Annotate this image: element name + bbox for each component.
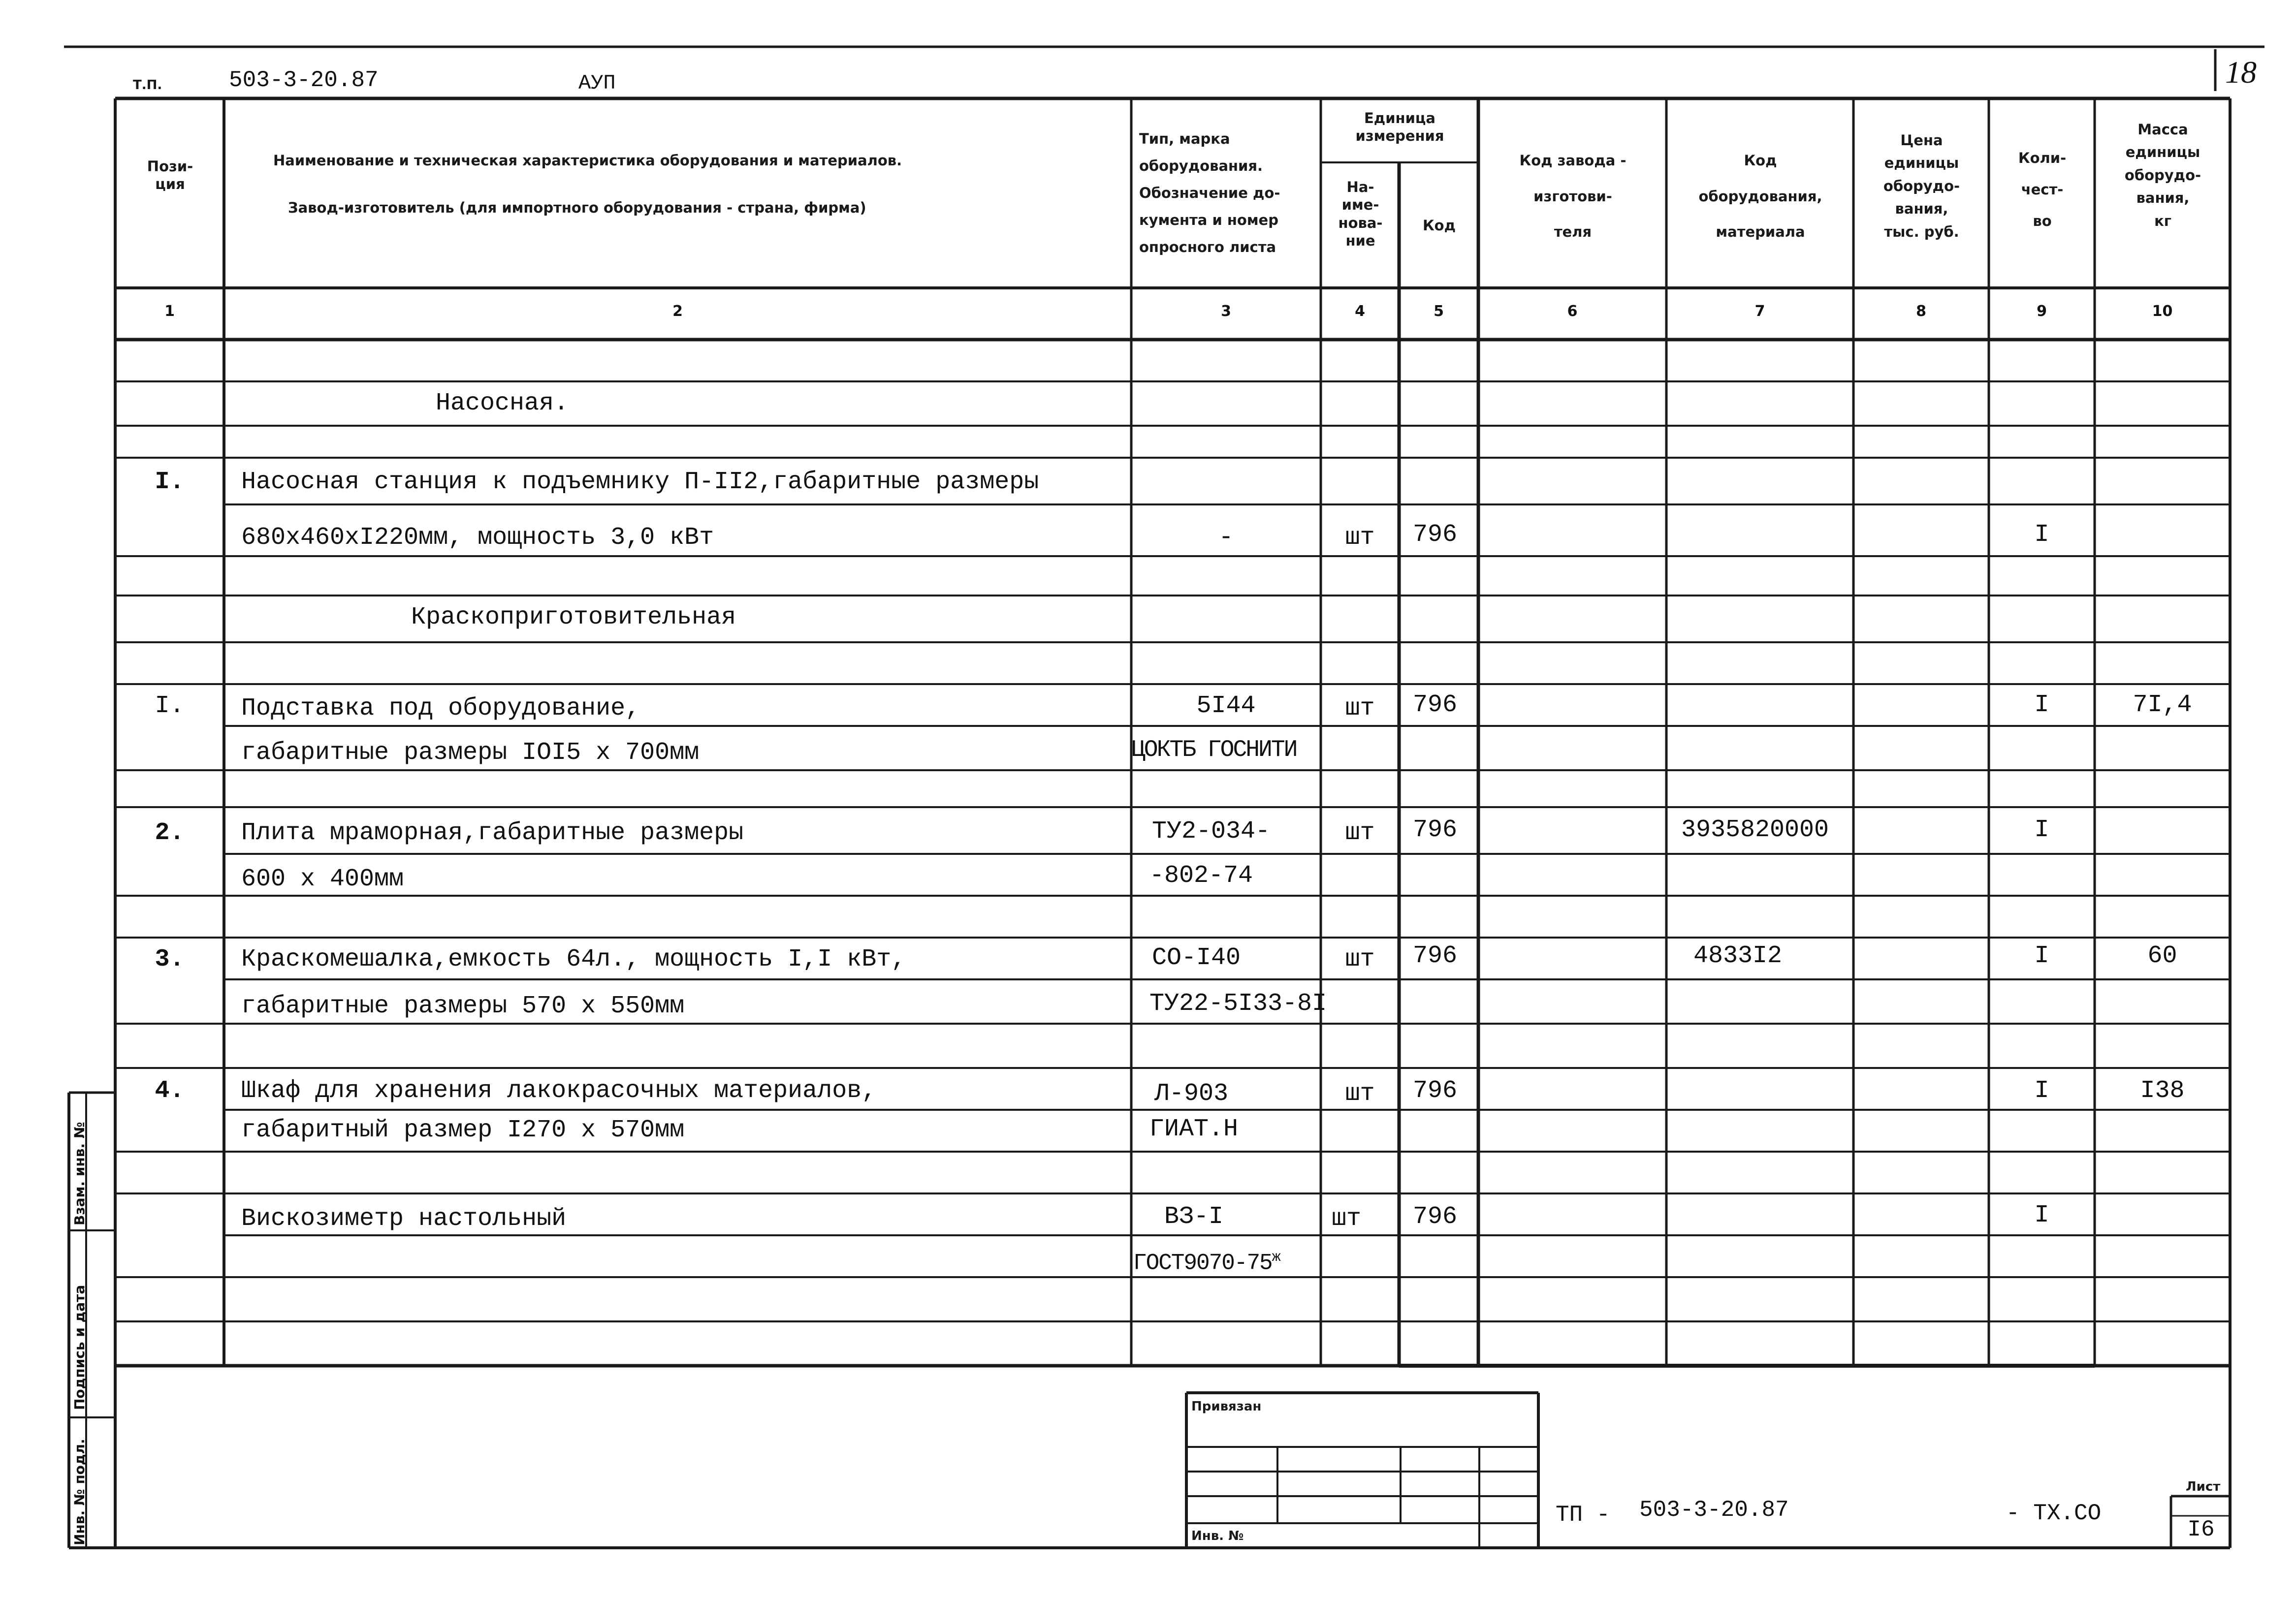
sheet-number: I6 — [2187, 1517, 2215, 1542]
header-unit-name: На- име- нова- ние — [1338, 179, 1383, 249]
bound-label: Привязан — [1191, 1399, 1262, 1414]
header-type: Тип, марка оборудования. Обозначение до- кумента и номер опросного листа — [1139, 130, 1280, 256]
row-unit-code: 796 — [1413, 1077, 1458, 1105]
row-name: габаритные размеры 570 х 550мм — [241, 992, 685, 1020]
row-unit: шт — [1345, 694, 1375, 722]
header-factory-code: Код завода - изготови- теля — [1519, 152, 1626, 240]
header-name-line2: Завод-изготовитель (для импортного оборудования - страна, фирма) — [288, 199, 866, 216]
row-unit-code: 796 — [1413, 816, 1458, 844]
row-type-text: ГОСТ9070-75 — [1133, 1250, 1272, 1276]
stamp-number: 503-3-20.87 — [1639, 1497, 1789, 1523]
header-quantity: Коли- чест- во — [2018, 150, 2067, 229]
col-number: 5 — [1434, 303, 1444, 320]
header-name-line1: Наименование и техническая характеристика оборудования и материалов. — [273, 152, 902, 169]
row-quantity: I — [2034, 691, 2049, 719]
row-type: Л-903 — [1154, 1080, 1229, 1108]
row-position: I. — [155, 692, 185, 720]
side-signature-date: Подпись и дата — [71, 1285, 88, 1410]
col-number: 6 — [1567, 303, 1578, 320]
row-type: -802-74 — [1149, 862, 1253, 890]
top-left-mark: Т.П. — [133, 78, 162, 93]
row-unit: шт — [1332, 1205, 1362, 1233]
row-type: ТУ22-5I33-8I — [1149, 990, 1327, 1018]
row-position: 2. — [155, 819, 185, 847]
row-type: ГИАТ.Н — [1149, 1115, 1239, 1143]
sheet-label: Лист — [2186, 1479, 2221, 1494]
row-name: 600 х 400мм — [241, 865, 404, 893]
row-equipment-code: 4833I2 — [1693, 942, 1783, 970]
header-equipment-code: Код оборудования, материала — [1698, 152, 1822, 240]
row-quantity: I — [2034, 816, 2049, 844]
side-replaced-inventory: Взам. инв. № — [71, 1122, 88, 1225]
section-heading: Краскоприготовительная — [411, 603, 736, 631]
row-type — [1133, 1250, 1280, 1274]
row-name: габаритный размер I270 х 570мм — [241, 1116, 685, 1144]
col-number: 4 — [1355, 303, 1365, 320]
row-type: ВЗ-I — [1164, 1203, 1224, 1231]
col-number: 3 — [1221, 303, 1231, 320]
row-mass: 60 — [2147, 942, 2177, 970]
row-type: - — [1218, 524, 1234, 552]
sheet-corner-number: 18 — [2225, 55, 2257, 90]
row-name: Вискозиметр настольный — [241, 1205, 567, 1233]
row-equipment-code: 3935820000 — [1681, 816, 1829, 844]
row-quantity: I — [2034, 521, 2049, 549]
row-type: ЦОКТБ ГОСНИТИ — [1131, 737, 1297, 763]
header-position: Пози- ция — [147, 158, 193, 193]
row-type: 5I44 — [1196, 692, 1256, 720]
header-price: Цена единицы оборудо- вания, тыс. руб. — [1883, 132, 1960, 240]
row-type-superscript: ж — [1272, 1249, 1280, 1266]
section-code: АУП — [578, 71, 616, 95]
row-name: Подставка под оборудование, — [241, 694, 640, 722]
col-number: 9 — [2037, 303, 2047, 320]
inventory-label: Инв. № — [1191, 1529, 1244, 1543]
row-quantity: I — [2034, 942, 2049, 970]
row-unit: шт — [1345, 524, 1375, 552]
row-unit-code: 796 — [1413, 521, 1458, 549]
row-name: 680х460хI220мм, мощность 3,0 кВт — [241, 524, 714, 552]
header-mass: Масса единицы оборудо- вания, кг — [2124, 121, 2201, 229]
row-quantity: I — [2034, 1077, 2049, 1105]
row-quantity: I — [2034, 1201, 2049, 1229]
row-unit-code: 796 — [1413, 1203, 1458, 1231]
row-type: СО-I40 — [1152, 944, 1241, 972]
row-unit-code: 796 — [1413, 691, 1458, 719]
col-number: 1 — [164, 303, 175, 320]
row-name: Насосная станция к подъемнику П-II2,габаритные размеры — [241, 468, 1039, 496]
col-number: 8 — [1916, 303, 1926, 320]
row-name: Плита мраморная,габаритные размеры — [241, 819, 744, 847]
header-unit-group: Единица измерения — [1355, 110, 1444, 145]
row-type: ТУ2-034- — [1152, 817, 1271, 846]
row-position: 4. — [155, 1077, 185, 1105]
document-designation: 503-3-20.87 — [229, 67, 379, 93]
col-number: 10 — [2152, 303, 2173, 320]
section-heading: Насосная. — [436, 389, 569, 417]
row-unit-code: 796 — [1413, 942, 1458, 970]
row-unit: шт — [1345, 945, 1375, 973]
row-name: Шкаф для хранения лакокрасочных материалов, — [241, 1077, 877, 1105]
row-unit: шт — [1345, 1080, 1375, 1108]
stamp-prefix: ТП - — [1556, 1502, 1610, 1528]
row-unit: шт — [1345, 819, 1375, 847]
row-mass: I38 — [2140, 1077, 2185, 1105]
row-position: 3. — [155, 945, 185, 973]
row-mass: 7I,4 — [2133, 691, 2192, 719]
col-number: 7 — [1754, 303, 1765, 320]
row-name: Краскомешалка,емкость 64л., мощность I,I кВт, — [241, 945, 906, 973]
header-unit-code: Код — [1422, 217, 1456, 234]
col-number: 2 — [672, 303, 683, 320]
side-inventory-original: Инв. № подл. — [71, 1439, 88, 1545]
row-position: I. — [155, 468, 185, 496]
row-name: габаритные размеры IOI5 х 700мм — [241, 739, 700, 767]
stamp-suffix: - ТХ.СО — [2006, 1501, 2102, 1526]
